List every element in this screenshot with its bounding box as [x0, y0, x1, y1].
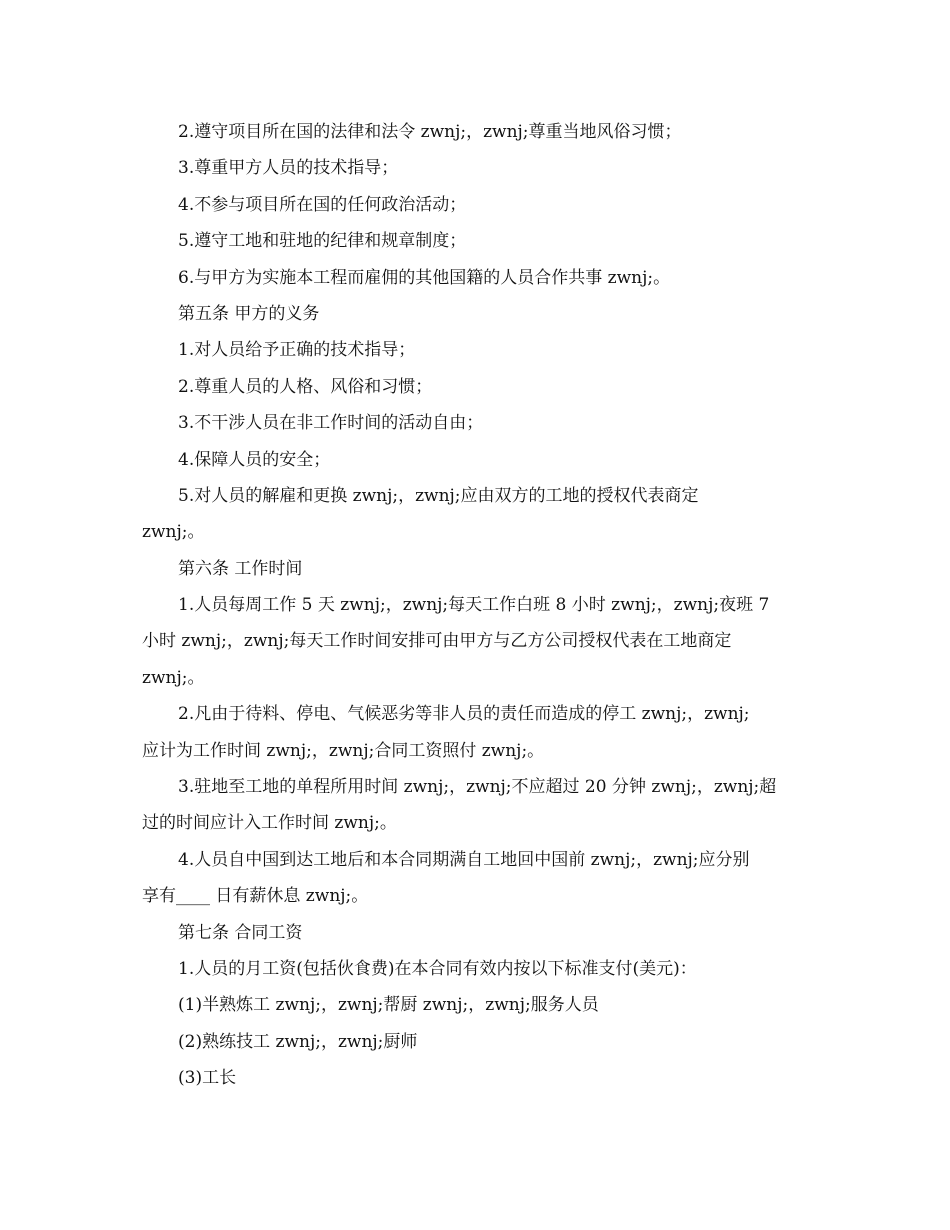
text-line: 4.不参与项目所在国的任何政治活动； [178, 194, 467, 215]
text-line: 享有____ 日有薪休息 zwnj;。 [142, 886, 369, 907]
text-line: 4.人员自中国到达工地后和本合同期满自工地回中国前 zwnj;，zwnj;应分别 [178, 849, 750, 870]
text-line: 4.保障人员的安全； [178, 449, 331, 470]
contract-body [142, 114, 812, 1097]
text-line: 2.遵守项目所在国的法律和法令 zwnj;，zwnj;尊重当地风俗习惯； [178, 122, 682, 142]
text-line: 第五条 甲方的义务 [178, 303, 320, 324]
text-line: (1)半熟炼工 zwnj;，zwnj;帮厨 zwnj;，zwnj;服务人员 [178, 995, 599, 1016]
text-line: 应计为工作时间 zwnj;，zwnj;合同工资照付 zwnj;。 [142, 740, 545, 761]
text-line: (3)工长 [178, 1068, 237, 1089]
text-line: (2)熟练技工 zwnj;，zwnj;厨师 [178, 1031, 418, 1052]
text-line: 1.人员的月工资(包括伙食费)在本合同有效内按以下标准支付(美元)： [178, 958, 697, 979]
text-line: 小时 zwnj;，zwnj;每天工作时间安排可由甲方与乙方公司授权代表在工地商定 [142, 631, 732, 652]
text-line: 3.驻地至工地的单程所用时间 zwnj;，zwnj;不应超过 20 分钟 zwnj;，zwnj;超 [178, 777, 777, 798]
text-line: 第六条 工作时间 [178, 558, 303, 579]
text-line: 1.对人员给予正确的技术指导； [178, 340, 416, 361]
text-line: 3.不干涉人员在非工作时间的活动自由； [178, 413, 484, 434]
text-line: 1.人员每周工作 5 天 zwnj;，zwnj;每天工作白班 8 小时 zwnj;，zwnj;夜班 7 [178, 595, 770, 616]
text-line: 2.尊重人员的人格、风俗和习惯； [178, 376, 433, 397]
text-line: 过的时间应计入工作时间 zwnj;。 [142, 813, 397, 834]
text-line: 6.与甲方为实施本工程而雇佣的其他国籍的人员合作共事 zwnj;。 [178, 267, 671, 288]
text-line: 第七条 合同工资 [178, 922, 303, 943]
text-line: zwnj;。 [142, 667, 205, 688]
text-line: 5.遵守工地和驻地的纪律和规章制度； [178, 231, 467, 252]
text-line: zwnj;。 [142, 522, 205, 543]
text-line: 3.尊重甲方人员的技术指导； [178, 158, 399, 179]
text-line: 2.凡由于待料、停电、气候恶劣等非人员的责任而造成的停工 zwnj;，zwnj; [178, 704, 750, 725]
text-line: 5.对人员的解雇和更换 zwnj;，zwnj;应由双方的工地的授权代表商定 [178, 485, 699, 506]
